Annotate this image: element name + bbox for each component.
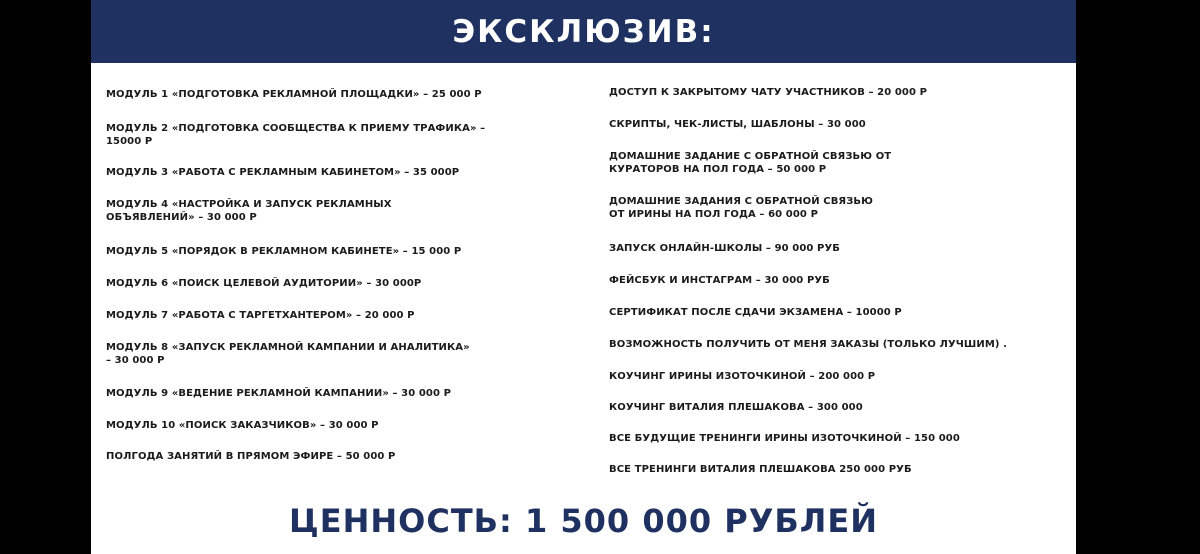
list-item: МОДУЛЬ 4 «НАСТРОЙКА И ЗАПУСК РЕКЛАМНЫХ ОБЪЯВЛЕНИЙ» – 30 000 Р — [106, 199, 392, 223]
header-banner — [91, 0, 1076, 63]
list-item: МОДУЛЬ 7 «РАБОТА С ТАРГЕТХАНТЕРОМ» – 20 000 Р — [106, 310, 415, 321]
list-item: СЕРТИФИКАТ ПОСЛЕ СДАЧИ ЭКЗАМЕНА – 10000 Р — [609, 307, 902, 318]
list-item: МОДУЛЬ 3 «РАБОТА С РЕКЛАМНЫМ КАБИНЕТОМ» – 35 000Р — [106, 167, 460, 178]
list-item: МОДУЛЬ 1 «ПОДГОТОВКА РЕКЛАМНОЙ ПЛОЩАДКИ» – 25 000 Р — [106, 89, 482, 100]
list-item: МОДУЛЬ 6 «ПОИСК ЦЕЛЕВОЙ АУДИТОРИИ» – 30 000Р — [106, 278, 422, 289]
list-item: МОДУЛЬ 10 «ПОИСК ЗАКАЗЧИКОВ» – 30 000 Р — [106, 420, 379, 431]
slide — [91, 0, 1076, 554]
list-item: ВСЕ БУДУЩИЕ ТРЕНИНГИ ИРИНЫ ИЗОТОЧКИНОЙ – 150 000 — [609, 433, 960, 444]
list-item: ДОМАШНИЕ ЗАДАНИЯ С ОБРАТНОЙ СВЯЗЬЮ ОТ ИРИНЫ НА ПОЛ ГОДА – 60 000 Р — [609, 196, 873, 220]
list-item: МОДУЛЬ 5 «ПОРЯДОК В РЕКЛАМНОМ КАБИНЕТЕ» – 15 000 Р — [106, 246, 462, 257]
list-item: СКРИПТЫ, ЧЕК-ЛИСТЫ, ШАБЛОНЫ – 30 000 — [609, 119, 866, 130]
list-item: КОУЧИНГ ВИТАЛИЯ ПЛЕШАКОВА – 300 000 — [609, 402, 863, 413]
list-item: МОДУЛЬ 9 «ВЕДЕНИЕ РЕКЛАМНОЙ КАМПАНИИ» – 30 000 Р — [106, 388, 452, 399]
list-item: ВОЗМОЖНОСТЬ ПОЛУЧИТЬ ОТ МЕНЯ ЗАКАЗЫ (ТОЛЬКО ЛУЧШИМ) . — [609, 339, 1008, 350]
list-item: КОУЧИНГ ИРИНЫ ИЗОТОЧКИНОЙ – 200 000 Р — [609, 371, 876, 382]
list-item: ВСЕ ТРЕНИНГИ ВИТАЛИЯ ПЛЕШАКОВА 250 000 РУБ — [609, 464, 912, 475]
list-item: ПОЛГОДА ЗАНЯТИЙ В ПРЯМОМ ЭФИРЕ – 50 000 Р — [106, 451, 396, 462]
list-item: МОДУЛЬ 2 «ПОДГОТОВКА СООБЩЕСТВА К ПРИЕМУ ТРАФИКА» – 15000 Р — [106, 123, 486, 147]
list-item: ФЕЙСБУК И ИНСТАГРАМ – 30 000 РУБ — [609, 275, 830, 286]
list-item: ДОМАШНИЕ ЗАДАНИЕ С ОБРАТНОЙ СВЯЗЬЮ ОТ КУРАТОРОВ НА ПОЛ ГОДА – 50 000 Р — [609, 151, 892, 175]
list-item: ЗАПУСК ОНЛАЙН-ШКОЛЫ – 90 000 РУБ — [609, 243, 840, 254]
list-item: ДОСТУП К ЗАКРЫТОМУ ЧАТУ УЧАСТНИКОВ – 20 000 Р — [609, 87, 928, 98]
header-title: ЭКСКЛЮЗИВ: — [452, 13, 715, 50]
total-value: ЦЕННОСТЬ: 1 500 000 РУБЛЕЙ — [289, 502, 878, 540]
list-item: МОДУЛЬ 8 «ЗАПУСК РЕКЛАМНОЙ КАМПАНИИ И АНАЛИТИКА» – 30 000 Р — [106, 342, 470, 366]
